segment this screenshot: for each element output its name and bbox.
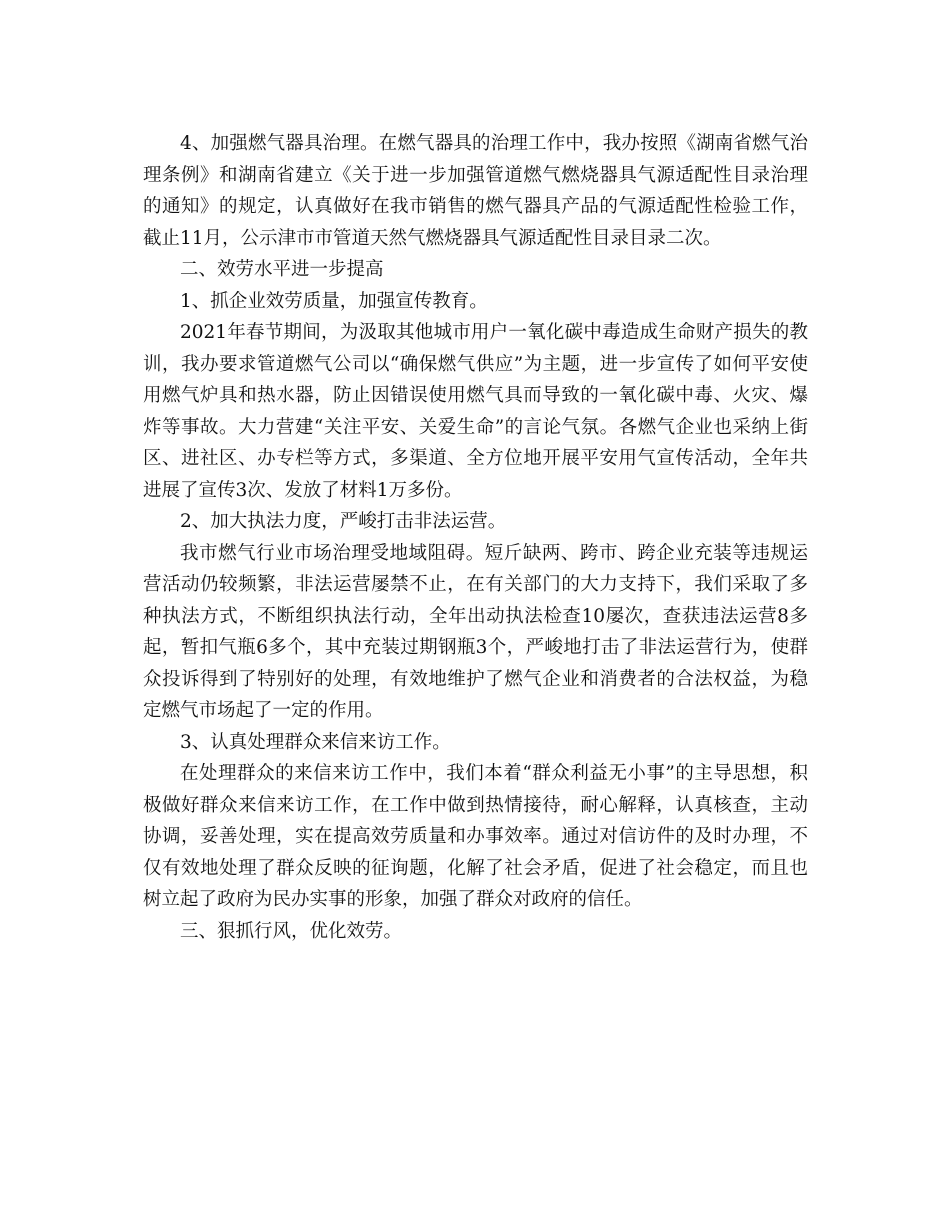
paragraph-enforcement: 我市燃气行业市场治理受地域阻碍。短斤缺两、跨市、跨企业充装等违规运营活动仍较频繁，非法运营屡禁不止，在有关部门的大力支持下，我们采取了多种执法方式，不断组织执法行动，全年出动执法检查10屡次，查获违法运营8多起，暂扣气瓶6多个，其中充装过期钢瓶3个，严峻地打击了非法运营行为，使群众投诉得到了特别好的处理，有效地维护了燃气企业和消费者的合法权益，为稳定燃气市场起了一定的作用。 (143, 542, 808, 721)
document-body (143, 128, 808, 947)
section-heading-service-level: 二、效劳水平进一步提高 (180, 259, 384, 280)
paragraph-item-4-gas-appliances: 4、加强燃气器具治理。在燃气器具的治理工作中，我办按照《湖南省燃气治理条例》和湖南省建立《关于进一步加强管道燃气燃烧器具气源适配性目录治理的通知》的规定，认真做好在我市销售的燃气器具产品的气源适配性检验工作，截止11月，公示津市市管道天然气燃烧器具气源适配性目录目录二次。 (143, 133, 808, 249)
subheading-letters-visits: 3、认真处理群众来信来访工作。 (180, 731, 451, 753)
section-heading-conduct: 三、狠抓行风，优化效劳。 (180, 920, 403, 942)
paragraph-publicity: 2021年春节期间，为汲取其他城市用户一氧化碳中毒造成生命财产损失的教训，我办要求管道燃气公司以“确保燃气供应”为主题，进一步宣传了如何平安使用燃气炉具和热水器，防止因错误使用燃气具而导致的一氧化碳中毒、火灾、爆炸等事故。大力营建“关注平安、关爱生命”的言论气氛。各燃气企业也采纳上街区、进社区、办专栏等方式，多渠道、全方位地开展平安用气宣传活动，全年共进展了宣传3次、发放了材料1万多份。 (143, 322, 808, 501)
paragraph-letters-visits: 在处理群众的来信来访工作中，我们本着“群众利益无小事”的主导思想，积极做好群众来信来访工作，在工作中做到热情接待，耐心解释，认真核查，主动协调，妥善处理，实在提高效劳质量和办事效率。通过对信访件的及时办理，不仅有效地处理了群众反映的征询题，化解了社会矛盾，促进了社会稳定，而且也树立起了政府为民办实事的形象，加强了群众对政府的信任。 (143, 763, 808, 910)
subheading-law-enforcement: 2、加大执法力度，严峻打击非法运营。 (180, 511, 507, 532)
subheading-service-quality: 1、抓企业效劳质量，加强宣传教育。 (180, 290, 488, 312)
